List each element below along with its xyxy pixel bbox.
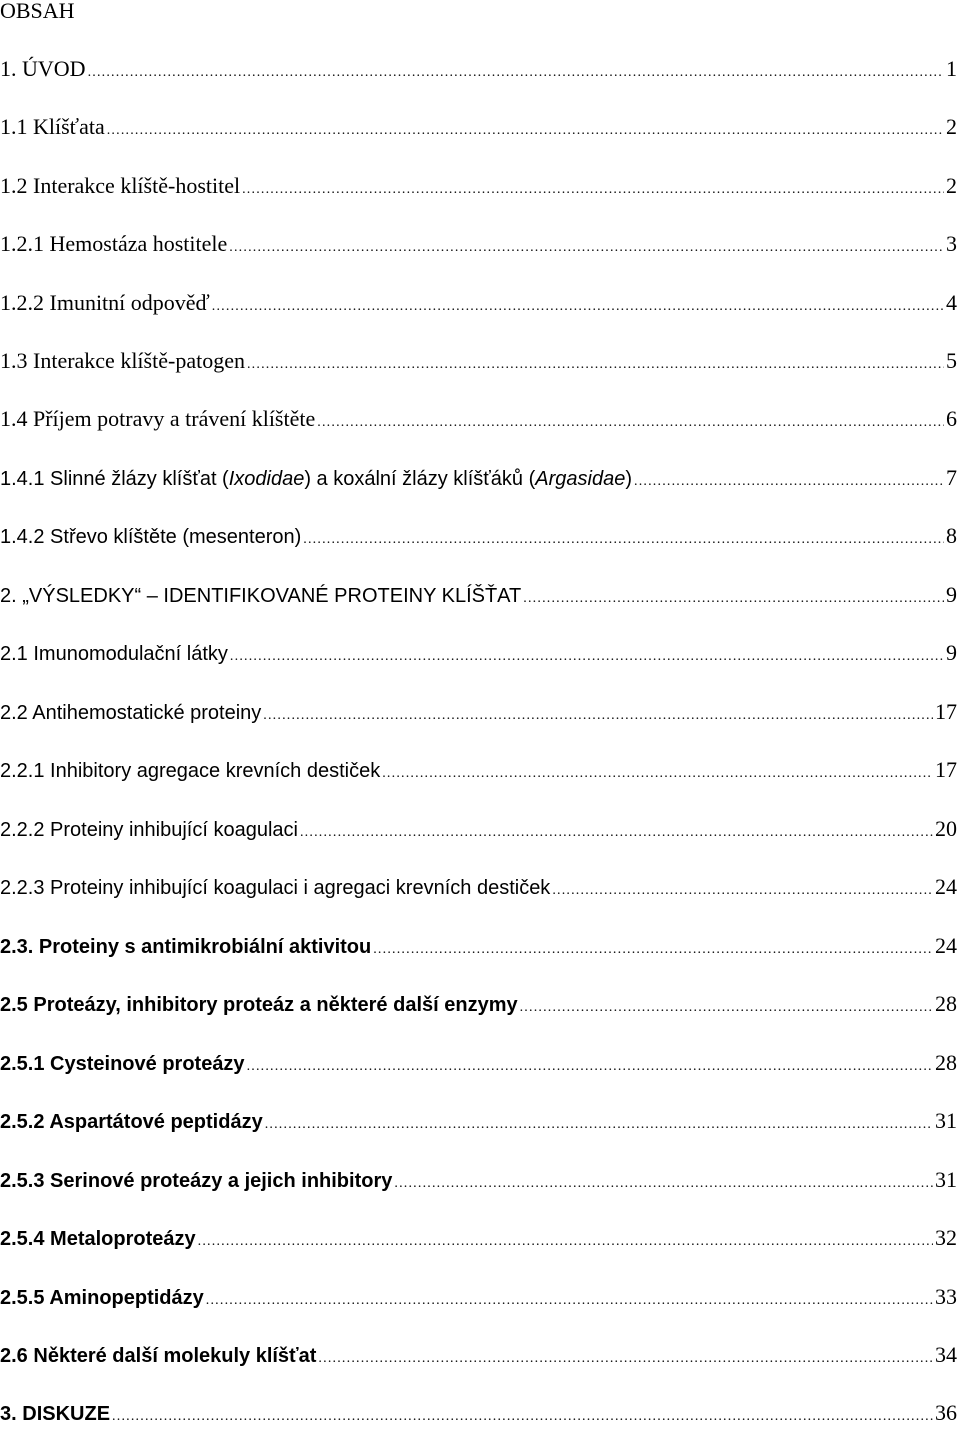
toc-entry-number: 2.5.2	[0, 1111, 45, 1133]
toc-leader-dots	[247, 351, 944, 379]
toc-leader-dots	[229, 234, 944, 262]
toc-entry[interactable]	[0, 698, 960, 726]
toc-entry-number: 2.5	[0, 994, 28, 1016]
toc-entry-title: 2.5.3 Serinové proteázy a jejich inhibitory	[0, 1170, 393, 1192]
toc-entry-number: 2.1	[0, 643, 28, 665]
toc-entry[interactable]	[0, 172, 960, 200]
toc-entry[interactable]	[0, 522, 960, 550]
toc-entry-number: 2.3.	[0, 936, 34, 958]
toc-entry-number: 2.2.3	[0, 877, 45, 899]
toc-entry-number: 1.2	[0, 173, 28, 198]
toc-entry-number: 2.	[0, 585, 17, 607]
toc-leader-dots	[88, 59, 944, 87]
toc-leader-dots	[247, 1053, 933, 1081]
toc-page-number: 28	[935, 991, 957, 1016]
toc-entry-title: 1.2.1 Hemostáza hostitele	[0, 231, 228, 256]
toc-entry[interactable]	[0, 1399, 960, 1427]
toc-leader-dots	[523, 585, 944, 613]
toc-page-number: 17	[935, 757, 957, 782]
document-heading: OBSAH	[0, 0, 75, 23]
toc-entry-title: 2.2 Antihemostatické proteiny	[0, 702, 262, 724]
toc-entry-title: 2.2.2 Proteiny inhibující koagulaci	[0, 819, 298, 841]
toc-page-number: 28	[935, 1050, 957, 1075]
toc-entry[interactable]	[0, 289, 960, 317]
toc-leader-dots	[317, 409, 944, 437]
toc-entry[interactable]	[0, 873, 960, 901]
toc-page-number: 33	[935, 1284, 957, 1309]
toc-page-number: 31	[935, 1167, 957, 1192]
toc-page-number: 34	[935, 1342, 957, 1367]
toc-entry[interactable]	[0, 1283, 960, 1311]
toc-entry-title: 1.2 Interakce klíště-hostitel	[0, 173, 241, 198]
toc-entry[interactable]	[0, 990, 960, 1018]
toc-leader-dots	[300, 819, 933, 847]
toc-page-number: 1	[946, 56, 957, 81]
toc-entry-title: 2.6 Některé další molekuly klíšťat	[0, 1345, 317, 1367]
toc-entry-title: 2.5.4 Metaloproteázy	[0, 1228, 196, 1250]
toc-leader-dots	[520, 994, 933, 1022]
toc-leader-dots	[263, 702, 933, 730]
toc-entry-number: 1.4.2	[0, 526, 45, 548]
toc-leader-dots	[112, 1403, 933, 1431]
toc-page-number: 32	[935, 1225, 957, 1250]
toc-entry-title: 2.5.1 Cysteinové proteázy	[0, 1053, 245, 1075]
toc-entry-number: 1.4	[0, 406, 28, 431]
toc-entry[interactable]	[0, 347, 960, 375]
toc-entry-number: 2.5.4	[0, 1228, 45, 1250]
toc-entry-title: 1.4.1 Slinné žlázy klíšťat (Ixodidae) a koxální žlázy klíšťáků (Argasidae)	[0, 468, 632, 490]
toc-entry[interactable]	[0, 1049, 960, 1077]
toc-page-number: 20	[935, 816, 957, 841]
toc-entry[interactable]	[0, 639, 960, 667]
toc-entry-number: 2.5.3	[0, 1170, 45, 1192]
toc-entry-title: 2.3. Proteiny s antimikrobiální aktivitou	[0, 936, 372, 958]
toc-entry-title: 2.2.3 Proteiny inhibující koagulaci i agregaci krevních destiček	[0, 877, 551, 899]
toc-entry[interactable]	[0, 815, 960, 843]
toc-entry-title: 1.1 Klíšťata	[0, 114, 105, 139]
toc-entry-title: 1.4 Příjem potravy a trávení klíštěte	[0, 406, 316, 431]
toc-page-number: 7	[946, 465, 957, 490]
toc-page-number: 17	[935, 699, 957, 724]
toc-page-number: 8	[946, 523, 957, 548]
toc-page-number: 9	[946, 640, 957, 665]
toc-leader-dots	[198, 1228, 933, 1256]
toc-entry-title: 2.2.1 Inhibitory agregace krevních destiček	[0, 760, 381, 782]
toc-entry-title: 2.5.2 Aspartátové peptidázy	[0, 1111, 263, 1133]
toc-entry-title: 2. „VÝSLEDKY“ – IDENTIFIKOVANÉ PROTEINY KLÍŠŤAT	[0, 585, 522, 607]
toc-leader-dots	[552, 877, 933, 905]
toc-entry[interactable]	[0, 581, 960, 609]
toc-entry-number: 1.2.1	[0, 231, 44, 256]
toc-entry[interactable]	[0, 756, 960, 784]
toc-leader-dots	[373, 936, 933, 964]
toc-leader-dots	[634, 468, 944, 496]
toc-entry-title: 3. DISKUZE	[0, 1403, 111, 1425]
toc-leader-dots	[382, 760, 933, 788]
toc-page-number: 2	[946, 114, 957, 139]
toc-entry-number: 1.1	[0, 114, 28, 139]
toc-entry[interactable]	[0, 1107, 960, 1135]
toc-leader-dots	[230, 643, 944, 671]
toc-entry-number: 1.4.1	[0, 468, 45, 490]
toc-entry-title: 1.3 Interakce klíště-patogen	[0, 348, 245, 373]
toc-entry-number: 3.	[0, 1403, 17, 1425]
toc-leader-dots	[394, 1170, 933, 1198]
toc-leader-dots	[242, 176, 944, 204]
toc-entry-number: 2.2.1	[0, 760, 45, 782]
toc-entry-title: 1.2.2 Imunitní odpověď	[0, 290, 210, 315]
toc-leader-dots	[107, 117, 944, 145]
toc-entry-title: 2.5.5 Aminopeptidázy	[0, 1287, 204, 1309]
toc-entry-title: 1. ÚVOD	[0, 56, 86, 81]
toc-page-number: 24	[935, 874, 957, 899]
toc-entry[interactable]	[0, 405, 960, 433]
toc-leader-dots	[303, 526, 944, 554]
toc-entry-title: 2.5 Proteázy, inhibitory proteáz a některé další enzymy	[0, 994, 518, 1016]
toc-leader-dots	[318, 1345, 933, 1373]
toc-entry[interactable]	[0, 230, 960, 258]
toc-entry-number: 1.	[0, 56, 17, 81]
toc-entry-title: 1.4.2 Střevo klíštěte (mesenteron)	[0, 526, 302, 548]
toc-entry[interactable]	[0, 55, 960, 83]
toc-entry-number: 2.6	[0, 1345, 28, 1367]
toc-entry[interactable]	[0, 1341, 960, 1369]
toc-entry[interactable]	[0, 1224, 960, 1252]
toc-page-number: 3	[946, 231, 957, 256]
toc-entry-number: 1.2.2	[0, 290, 44, 315]
toc-leader-dots	[265, 1111, 933, 1139]
toc-page-number: 9	[946, 582, 957, 607]
toc-entry[interactable]	[0, 1166, 960, 1194]
toc-leader-dots	[212, 293, 944, 321]
toc-entry[interactable]	[0, 113, 960, 141]
toc-entry-number: 2.5.1	[0, 1053, 45, 1075]
toc-entry-title: 2.1 Imunomodulační látky	[0, 643, 228, 665]
toc-entry-number: 2.2.2	[0, 819, 45, 841]
toc-page-number: 5	[946, 348, 957, 373]
toc-entry[interactable]	[0, 932, 960, 960]
toc-page-number: 2	[946, 173, 957, 198]
toc-page-number: 6	[946, 406, 957, 431]
toc-page-number: 4	[946, 290, 957, 315]
toc-leader-dots	[206, 1287, 933, 1315]
toc-entry-number: 2.2	[0, 702, 28, 724]
toc-entry-number: 1.3	[0, 348, 28, 373]
toc-entry-number: 2.5.5	[0, 1287, 45, 1309]
toc-page-number: 24	[935, 933, 957, 958]
toc-page-number: 31	[935, 1108, 957, 1133]
toc-page-number: 36	[935, 1400, 957, 1425]
toc-entry[interactable]	[0, 464, 960, 492]
